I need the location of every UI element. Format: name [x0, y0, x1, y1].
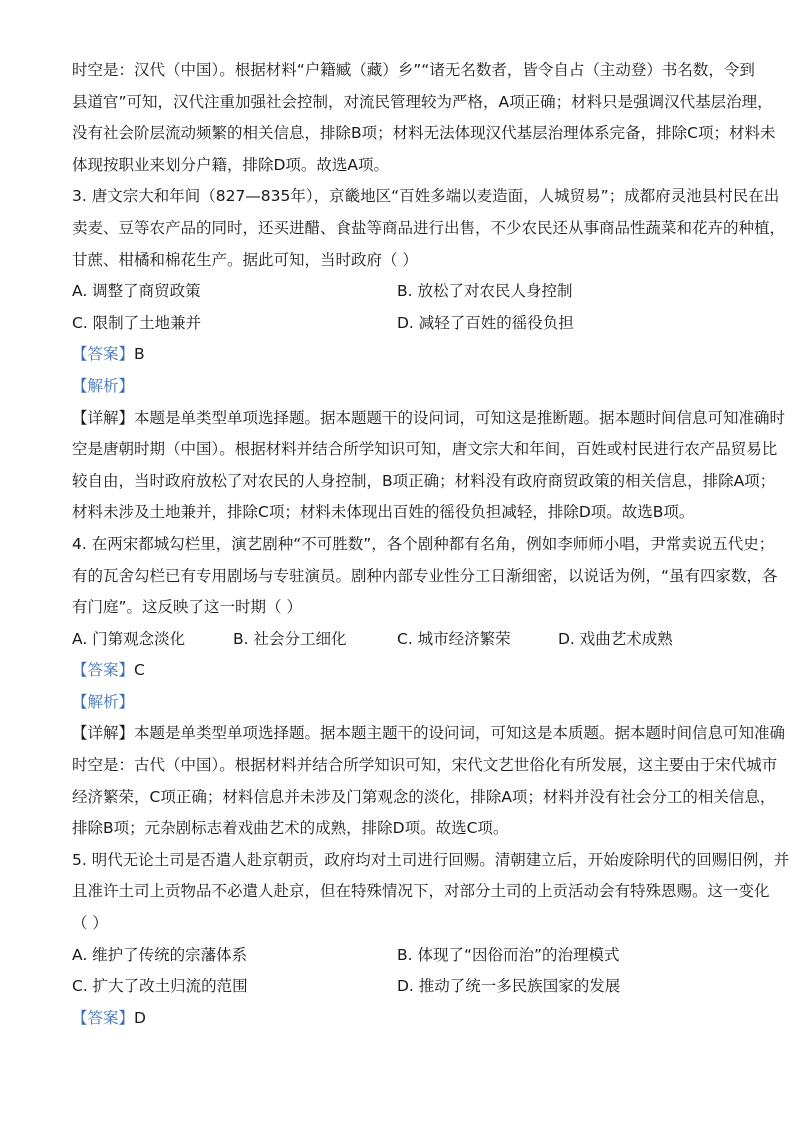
answer-value: D	[134, 1008, 146, 1027]
q3-answer	[72, 344, 722, 365]
q5-stem-line: 且准许土司上贡物品不必遣人赴京，但在特殊情况下，对部分土司的上贡活动会有特殊恩赐。这一变化	[72, 882, 770, 901]
q4-answer	[72, 660, 722, 681]
q5-answer	[72, 1008, 722, 1029]
answer-value: C	[134, 661, 145, 680]
q4-detail-line: 排除B项；元杂剧标志着戏曲艺术的成熟，排除D项。故选C项。	[72, 819, 509, 838]
q5-option-c: C. 扩大了改土归流的范围	[72, 977, 248, 996]
q5-options-row-2	[72, 976, 722, 997]
q5-stem-line: （ ）	[72, 914, 108, 933]
q4-stem-line: 有的瓦舍勾栏已有专用剧场与专驻演员。剧种内部专业性分工日渐细密，以说话为例，“虽有四家数，各	[72, 566, 778, 585]
q3-stem-line: 甘蔗、柑橘和棉花生产。据此可知，当时政府（ ）	[72, 250, 418, 269]
q5-option-a: A. 维护了传统的宗藩体系	[72, 945, 248, 964]
q4-stem-line: 4. 在两宋都城勾栏里，演艺剧种“不可胜数”，各个剧种都有名角，例如李师师小唱，尹常卖说五代史；	[72, 534, 775, 553]
q4-detail-line: 时空是：古代（中国）。根据材料并结合所学知识可知，宋代文艺世俗化有所发展，这主要由于宋代城市	[72, 756, 778, 775]
q3-options-row-1	[72, 281, 722, 302]
q3-option-c: C. 限制了土地兼并	[72, 313, 202, 332]
q4-option-c: C. 城市经济繁荣	[397, 629, 511, 648]
q3-analysis-heading	[72, 376, 722, 397]
q3-options-row-2	[72, 313, 722, 334]
q5-option-b: B. 体现了“因俗而治”的治理模式	[397, 945, 620, 964]
q4-detail-line: 经济繁荣，C项正确；材料信息并未涉及门第观念的淡化，排除A项；材料并没有社会分工的相关信息，	[72, 787, 776, 806]
q2-analysis-line: 体现按职业来划分户籍，排除D项。故选A项。	[72, 155, 390, 174]
analysis-tag: 【解析】	[72, 376, 135, 395]
q2-analysis-line: 没有社会阶层流动频繁的相关信息，排除B项；材料无法体现汉代基层治理体系完备，排除C项；材料未	[72, 124, 776, 143]
q4-option-a: A. 门第观念淡化	[72, 629, 186, 648]
document-page	[72, 60, 790, 1039]
q3-detail-line: 空是唐朝时期（中国）。根据材料并结合所学知识可知，唐文宗大和年间，百姓或村民进行农产品贸易比	[72, 440, 778, 459]
q5-options-row-1	[72, 945, 722, 966]
q2-analysis-line: 时空是：汉代（中国）。根据材料“户籍臧（藏）乡”“诸无名数者，皆令自占（主动登）书名数，令到	[72, 61, 755, 79]
q4-detail-line: 【详解】本题是单类型单项选择题。据本题主题干的设问词，可知这是本质题。据本题时间信息可知准确	[72, 724, 786, 743]
q2-analysis-line: 县道官”可知，汉代注重加强社会控制，对流民管理较为严格，A项正确；材料只是强调汉代基层治理，	[72, 92, 773, 111]
q5-stem-line: 5. 明代无论土司是否遣人赴京朝贡，政府均对土司进行回赐。清朝建立后，开始废除明代的回赐旧例，并	[72, 850, 790, 869]
q3-stem-line: 卖麦、豆等农产品的同时，还买进醋、食盐等商品进行出售，不少农民还从事商品性蔬菜和花卉的种植，	[72, 218, 786, 237]
answer-value: B	[134, 345, 145, 364]
analysis-tag: 【解析】	[72, 692, 135, 711]
q3-option-d: D. 减轻了百姓的徭役负担	[397, 313, 574, 332]
q3-stem-line: 3. 唐文宗大和年间（827—835年），京畿地区“百姓多端以麦造面，人城贸易”；成都府灵池县村民在出	[72, 187, 780, 206]
answer-tag: 【答案】	[72, 345, 135, 364]
q4-stem-line: 有门庭”。这反映了这一时期（ ）	[72, 598, 302, 617]
q4-analysis-heading	[72, 692, 722, 713]
answer-tag: 【答案】	[72, 1008, 135, 1027]
q3-detail-line: 材料未涉及土地兼并，排除C项；材料未体现出百姓的徭役负担减轻，排除D项。故选B项。	[72, 503, 695, 522]
q5-option-d: D. 推动了统一多民族国家的发展	[397, 977, 621, 996]
q4-option-d: D. 戏曲艺术成熟	[558, 629, 673, 648]
q3-detail-line: 【详解】本题是单类型单项选择题。据本题题干的设问词，可知这是推断题。据本题时间信息可知准确时	[72, 408, 786, 427]
detail-tag: 【详解】	[72, 408, 135, 427]
q3-option-a: A. 调整了商贸政策	[72, 282, 201, 301]
q4-options-row	[72, 629, 722, 650]
q3-option-b: B. 放松了对农民人身控制	[397, 282, 573, 301]
answer-tag: 【答案】	[72, 661, 135, 680]
detail-tag: 【详解】	[72, 724, 135, 743]
q4-option-b: B. 社会分工细化	[233, 629, 347, 648]
q3-detail-line: 较自由，当时政府放松了对农民的人身控制，B项正确；材料没有政府商贸政策的相关信息，排除A项；	[72, 471, 776, 490]
